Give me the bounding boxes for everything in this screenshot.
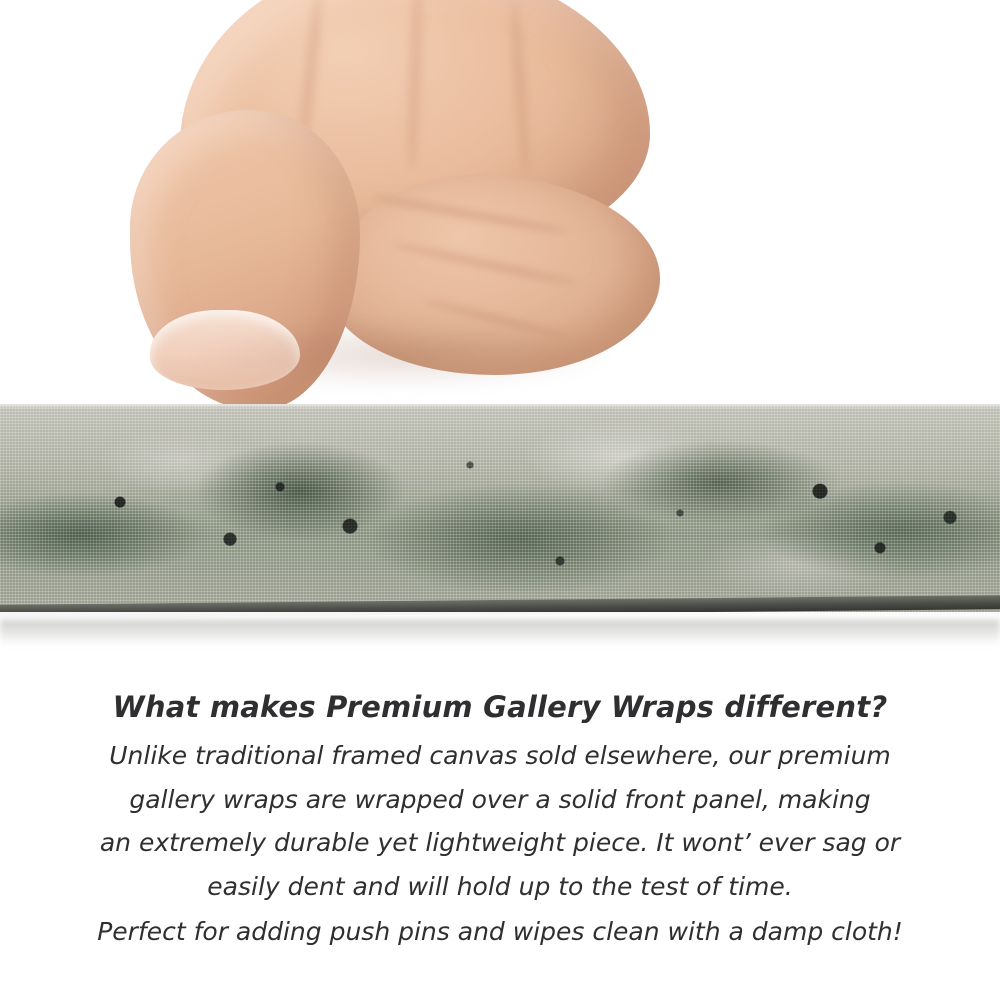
canvas-weave-texture xyxy=(0,404,1000,622)
caption-closing-line: Perfect for adding push pins and wipes clean with a damp cloth! xyxy=(97,917,903,946)
caption-line: easily dent and will hold up to the test of time. xyxy=(207,871,793,901)
hand-illustration xyxy=(120,0,660,430)
caption-line: Unlike traditional framed canvas sold elsewhere, our premium xyxy=(109,741,891,770)
hand-shadow xyxy=(190,320,610,390)
caption-line: an extremely durable yet lightweight piece. It wont’ ever sag or xyxy=(99,828,901,857)
caption-title: What makes Premium Gallery Wraps different? xyxy=(112,690,888,724)
canvas-wrap-edge xyxy=(0,404,1000,622)
caption-block xyxy=(0,690,1000,958)
caption-line: gallery wraps are wrapped over a solid front panel, making xyxy=(129,784,871,814)
canvas-top-highlight xyxy=(0,404,1000,409)
canvas-drop-shadow xyxy=(0,620,1000,646)
caption-body xyxy=(0,738,1000,950)
